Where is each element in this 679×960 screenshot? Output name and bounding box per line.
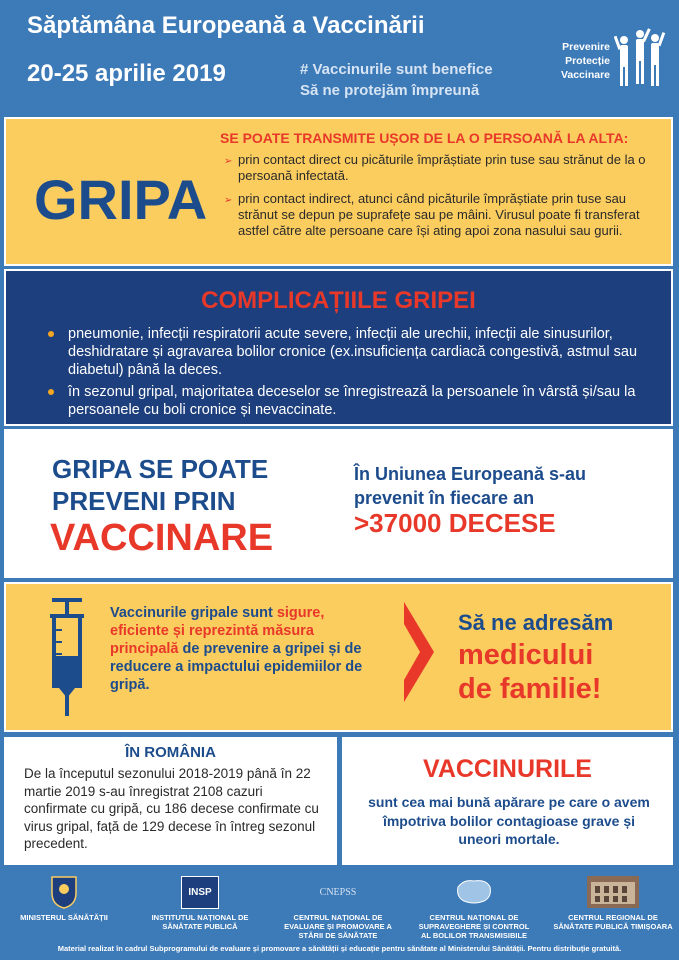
call-line-2: medicului (458, 639, 594, 671)
romania-map-icon (454, 877, 494, 907)
vaccine-text-1: Vaccinurile gripale sunt (110, 605, 277, 621)
vaccine-statement (110, 604, 380, 694)
vaccinurile-heading: VACCINURILE (423, 755, 592, 783)
institution-label: CENTRUL NAȚIONAL DE SUPRAVEGHERE ȘI CONTROL AL BOLILOR TRANSMISIBILE (418, 913, 530, 940)
arrow-bullet-icon: ➢ (224, 195, 233, 206)
institution-label: INSTITUTUL NAȚIONAL DE SĂNĂTATE PUBLICĂ (151, 913, 249, 931)
call-line-3: de familie! (458, 673, 602, 705)
gripa-section (4, 117, 673, 266)
complication-bullet (68, 383, 658, 419)
campaign-logo (550, 30, 670, 90)
building-photo-icon (587, 876, 639, 908)
institution-label: CENTRUL REGIONAL DE SĂNĂTATE PUBLICĂ TIMIȘOARA (553, 913, 673, 931)
bullet-text: în sezonul gripal, majoritatea deceselor se înregistrează la persoanele în vârstă și/sau la persoanele cu boli cronice și nevaccinate. (68, 384, 636, 418)
arrow-bullet-icon: ➢ (224, 156, 233, 167)
people-silhouettes-icon (614, 26, 666, 90)
logo-line-2: Protecție (565, 55, 610, 67)
call-to-action-2 (458, 638, 601, 706)
chevron-right-icon (404, 602, 434, 702)
event-dates: 20-25 aprilie 2019 (27, 60, 226, 87)
eu-statement: În Uniunea Europeană s-au prevenit în fiecare an (354, 464, 587, 508)
cnepss-logo-icon: CNEPSS (319, 886, 357, 898)
syringe-icon (42, 596, 92, 720)
footer-note: Material realizat în cadrul Subprogramului de evaluare și promovare a sănătății și educație pentru sănătate al Ministerului Sănătății. Pentru distribuție gratuită. (57, 944, 622, 953)
vaccinurile-section (342, 737, 673, 865)
institution-ministry (4, 875, 124, 922)
vaccine-highlight: sigure, eficiente și reprezintă măsura principală (110, 605, 325, 657)
prevention-line-1: GRIPA SE POATE (52, 454, 269, 484)
romania-text: De la începutul sezonului 2018-2019 până în 22 martie 2019 s-au înregistrat 2108 cazuri confirmate cu gripă, cu 186 decese confirmate cu virus gripal, față de 129 decese în întreg sezonul precedent. (24, 766, 319, 851)
institution-label: CENTRUL NAȚIONAL DE EVALUARE ȘI PROMOVARE A STĂRII DE SĂNĂTATE (284, 913, 392, 940)
logo-line-1: Prevenire (562, 41, 610, 53)
coat-of-arms-icon (50, 875, 78, 909)
institution-cnscbt (414, 875, 534, 940)
vaccinare-word: VACCINARE (50, 517, 274, 559)
prevention-section (4, 429, 673, 578)
romania-section (4, 737, 337, 865)
vaccinurile-text: sunt cea mai bună apărare pe care o avem împotriva bolilor contagioase grave și uneori mortale. (368, 794, 650, 847)
vaccines-section (4, 582, 673, 732)
institution-cnepss (278, 875, 398, 940)
hashtag: # Vaccinurile sunt benefice (300, 61, 493, 78)
deaths-prevented: >37000 DECESE (354, 508, 556, 538)
institution-insp (140, 875, 260, 931)
romania-heading: ÎN ROMÂNIA (125, 744, 216, 761)
complications-section (4, 269, 673, 426)
dot-bullet-icon (48, 331, 54, 337)
logo-line-3: Vaccinare (560, 69, 610, 81)
complication-bullet (68, 325, 658, 379)
bullet-text: prin contact indirect, atunci când picăturile împrăștiate prin tuse sau strănut se depun pe suprafețe sau pe mâini. Virusul poate fi transferat astfel către alte persoane care își ating apoi zona nasului sau gurii. (238, 191, 640, 238)
hashtag-block (300, 59, 493, 101)
transmission-bullet (224, 152, 658, 184)
insp-logo-icon: INSP (181, 876, 218, 909)
institution-label: MINISTERUL SĂNĂTĂȚII (20, 913, 108, 922)
transmission-heading: SE POATE TRANSMITE UȘOR DE LA O PERSOANĂ LA ALTA: (220, 130, 629, 146)
poster-title: Săptămâna Europeană a Vaccinării (27, 12, 425, 39)
complications-heading: COMPLICAȚIILE GRIPEI (201, 287, 476, 314)
prevention-line-2: PREVENI PRIN (52, 486, 236, 516)
gripa-title: GRIPA (34, 168, 208, 231)
call-to-action-1: Să ne adresăm (458, 610, 614, 635)
bullet-text: prin contact direct cu picăturile împrăștiate prin tuse sau strănut de la o persoană infectată. (238, 152, 646, 183)
vaccine-text-2: de prevenire a gripei și de reducere a impactului epidemiilor de gripă. (110, 641, 363, 693)
slogan: Să ne protejăm împreună (300, 82, 480, 99)
prevention-heading (52, 453, 268, 517)
transmission-bullet (224, 191, 658, 239)
institution-timisoara (553, 875, 673, 931)
campaign-logo-text (550, 40, 610, 82)
bullet-text: pneumonie, infecții respiratorii acute severe, infecții ale urechii, infecții ale sinusurilor, deshidratare și agravarea bolilor cronice (ex.insuficiența cardiacă congestivă, astmul sau diabetul) până la deces. (68, 326, 638, 378)
dot-bullet-icon (48, 389, 54, 395)
